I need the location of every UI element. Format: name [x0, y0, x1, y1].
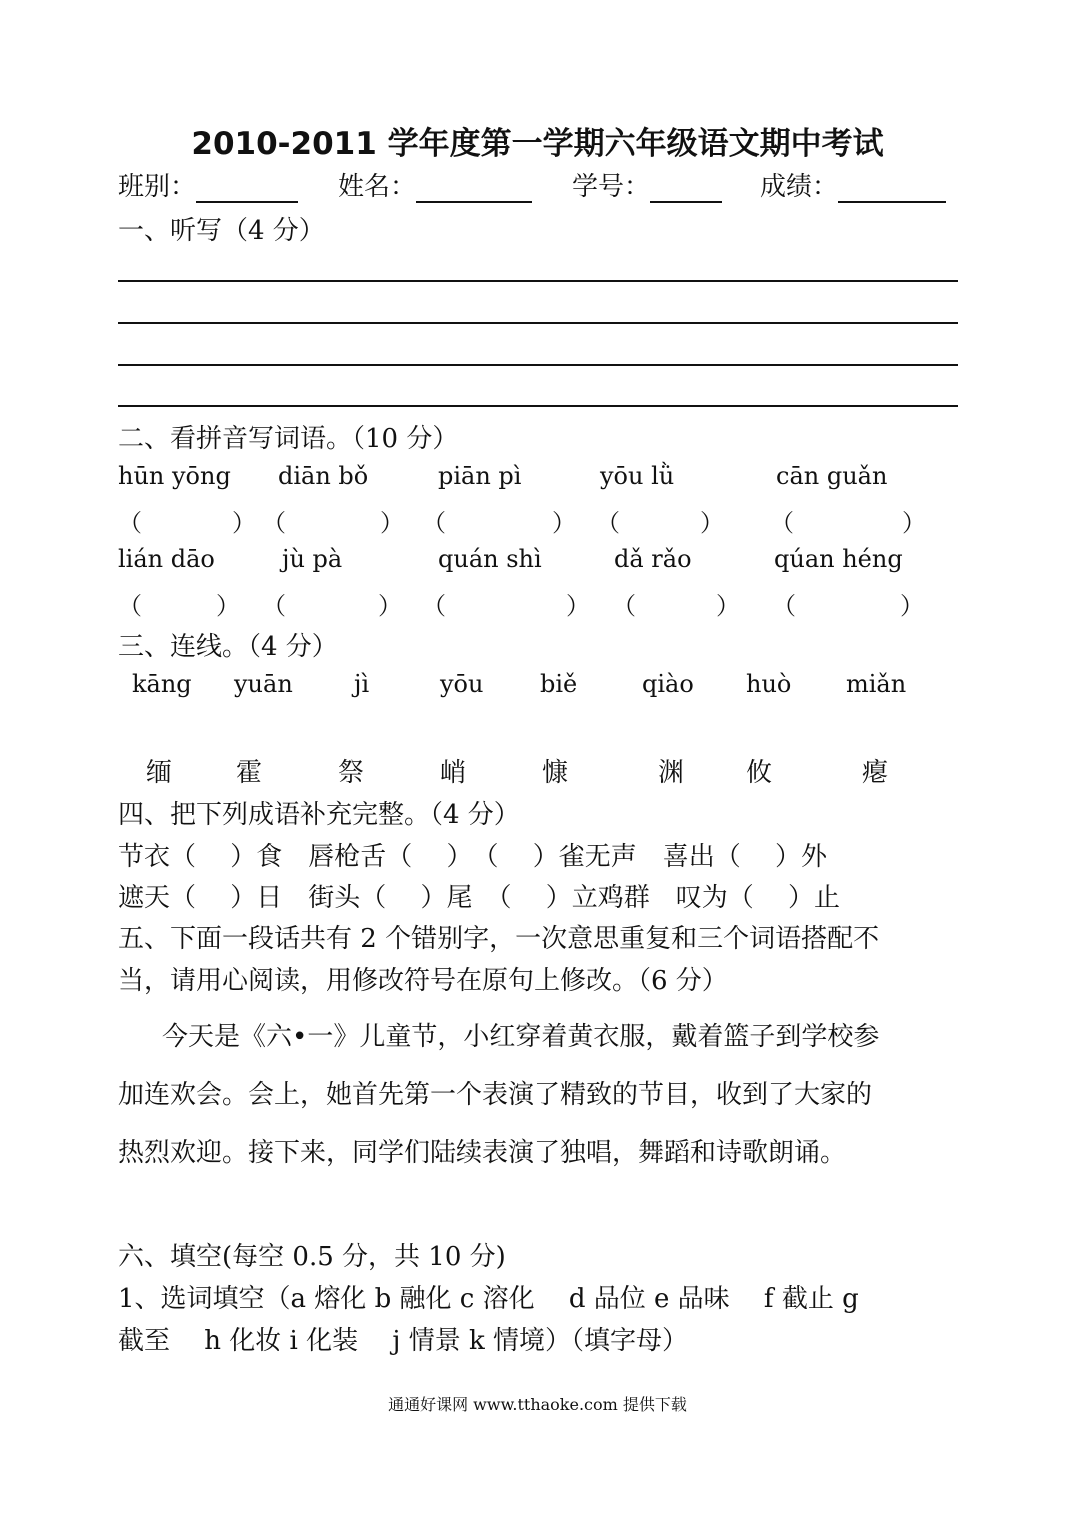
paren-r1-2-close: ） [380, 509, 404, 537]
match-pinyin-2[interactable]: yuān [234, 670, 293, 698]
match-pinyin-8[interactable]: miǎn [846, 670, 907, 698]
paren-r2-3-close: ） [566, 592, 590, 620]
idiom-line-2: 遮天（ ）日 街头（ ）尾 （ ）立鸡群 叹为（ ）止 [118, 883, 841, 913]
match-char-5[interactable]: 慷 [542, 758, 569, 788]
match-char-2[interactable]: 霍 [236, 758, 263, 788]
match-pinyin-6[interactable]: qiào [642, 670, 694, 698]
paren-r2-5-close: ） [900, 592, 924, 620]
match-char-8[interactable]: 瘪 [862, 758, 889, 788]
field-name-label: 姓名： [338, 172, 417, 202]
section-4-heading: 四、把下列成语补充完整。（4 分） [118, 800, 520, 830]
pinyin-r1-5: cān guǎn [776, 462, 888, 490]
paren-r1-1-close: ） [232, 509, 256, 537]
section-6-heading: 六、填空(每空 0.5 分，共 10 分) [118, 1242, 506, 1272]
pinyin-r2-5: qúan héng [774, 545, 903, 573]
paren-r1-4-close: ） [700, 509, 724, 537]
dictation-line-1[interactable] [118, 280, 958, 282]
paren-r1-4-open: （ [596, 509, 620, 537]
field-class [118, 166, 298, 203]
field-score [760, 166, 946, 203]
field-score-blank[interactable] [838, 171, 946, 203]
field-class-blank[interactable] [196, 171, 298, 203]
match-pinyin-4[interactable]: yōu [440, 670, 484, 698]
pinyin-r2-3: quán shì [438, 545, 542, 573]
section-2-heading: 二、看拼音写词语。（10 分） [118, 424, 459, 454]
section-1-heading: 一、听写（4 分） [118, 216, 325, 246]
match-char-3[interactable]: 祭 [338, 758, 365, 788]
paren-r2-3-open: （ [422, 592, 446, 620]
paren-r2-1-open: （ [118, 592, 142, 620]
pinyin-r2-1: lián dāo [118, 545, 215, 573]
passage-line-2: 加连欢会。会上，她首先第一个表演了精致的节目，收到了大家的 [118, 1080, 873, 1110]
exam-title: 2010-2011 学年度第一学期六年级语文期中考试 [191, 126, 884, 162]
section-5-heading-line-1: 五、下面一段话共有 2 个错别字，一次意思重复和三个词语搭配不 [118, 924, 880, 954]
paren-r2-4-close: ） [716, 592, 740, 620]
pinyin-r2-2: jù pà [282, 545, 343, 573]
field-score-label: 成绩： [760, 172, 839, 202]
field-name [338, 166, 532, 203]
pinyin-r1-3: piān pì [438, 462, 522, 490]
field-student-id [572, 166, 722, 203]
dictation-line-4[interactable] [118, 405, 958, 407]
section-5-heading-line-2: 当，请用心阅读，用修改符号在原句上修改。（6 分） [118, 966, 728, 996]
paren-r2-2-open: （ [262, 592, 286, 620]
paren-r2-2-close: ） [378, 592, 402, 620]
field-class-label: 班别： [118, 172, 197, 202]
paren-r1-3-open: （ [422, 509, 446, 537]
match-char-7[interactable]: 攸 [746, 758, 773, 788]
field-name-blank[interactable] [416, 171, 532, 203]
match-pinyin-5[interactable]: biě [540, 670, 578, 698]
section-3-heading: 三、连线。（4 分） [118, 632, 338, 662]
paren-r2-1-close: ） [216, 592, 240, 620]
field-student-id-label: 学号： [572, 172, 651, 202]
passage-line-1: 今天是《六•一》儿童节，小红穿着黄衣服，戴着篮子到学校参 [162, 1022, 880, 1052]
field-student-id-blank[interactable] [650, 171, 722, 203]
section-6-q1-line-2: 截至 h 化妆 i 化装 j 情景 k 情境）（填字母） [118, 1326, 688, 1356]
pinyin-r1-4: yōu lǜ [600, 462, 675, 490]
paren-r1-3-close: ） [552, 509, 576, 537]
section-6-q1-line-1: 1、选词填空（a 熔化 b 融化 c 溶化 d 品位 e 品味 f 截止 g [118, 1284, 859, 1314]
passage-line-3: 热烈欢迎。接下来，同学们陆续表演了独唱，舞蹈和诗歌朗诵。 [118, 1138, 847, 1168]
dictation-line-3[interactable] [118, 364, 958, 366]
dictation-line-2[interactable] [118, 322, 958, 324]
idiom-line-1: 节衣（ ）食 唇枪舌（ ） （ ）雀无声 喜出（ ）外 [118, 842, 828, 872]
pinyin-r2-4: dǎ rǎo [614, 545, 692, 573]
pinyin-r1-2: diān bǒ [278, 462, 369, 490]
match-char-1[interactable]: 缅 [146, 758, 173, 788]
paren-r1-2-open: （ [262, 509, 286, 537]
paren-r2-5-open: （ [772, 592, 796, 620]
paren-r2-4-open: （ [612, 592, 636, 620]
match-char-4[interactable]: 峭 [440, 758, 467, 788]
paren-r1-5-open: （ [770, 509, 794, 537]
footer-source: 通通好课网 www.tthaoke.com 提供下载 [388, 1395, 687, 1414]
match-char-6[interactable]: 渊 [658, 758, 685, 788]
match-pinyin-1[interactable]: kāng [132, 670, 192, 698]
paren-r1-5-close: ） [902, 509, 926, 537]
match-pinyin-3[interactable]: jì [354, 670, 370, 698]
match-pinyin-7[interactable]: huò [746, 670, 792, 698]
pinyin-r1-1: hūn yōng [118, 462, 231, 490]
paren-r1-1-open: （ [118, 509, 142, 537]
